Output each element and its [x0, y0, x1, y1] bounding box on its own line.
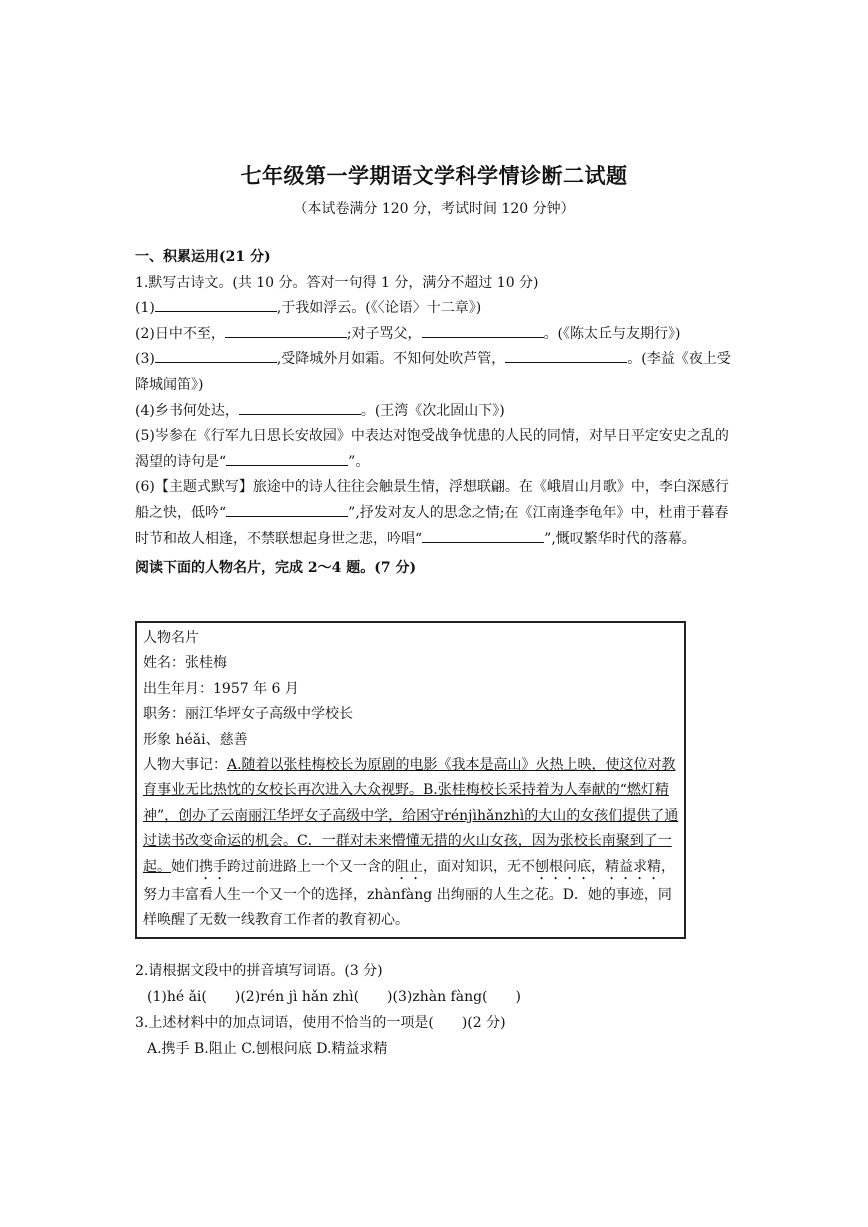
questions-section [135, 958, 740, 1062]
events-text: ，面对知识，无不 [423, 858, 535, 875]
question-1-3 [135, 347, 740, 398]
dotted-word: 阻止 [395, 858, 423, 875]
dotted-word: 携手 [199, 858, 227, 875]
answer-blank[interactable] [225, 322, 347, 338]
events-text: ，努力丰富看人生一个又一个的选择，zhànfàng 出绚丽的人生之花。D．她的事迹，同样唤醒了无数一线教育工作者的教育初心。 [143, 858, 675, 929]
question-2-items: (1)hé ǎi( )(2)rén jì hǎn zhì( )(3)zhàn fàng( ) [147, 989, 521, 1005]
question-1-5 [135, 424, 740, 475]
question-1-2 [135, 322, 740, 348]
q1-3-text-c: 。(李益《夜上受降城闻笛》) [135, 351, 731, 393]
answer-blank[interactable] [239, 399, 361, 415]
q1-6-text-b: ”,抒发对友人的思念之情;在《江南逢李龟年》中，杜甫于暮春时节和故人相逢，不禁联想起身世之悲，吟唱“ [135, 504, 729, 547]
q1-3-prefix: (3) [135, 351, 155, 368]
question-1-4 [135, 399, 740, 425]
section-accumulation [135, 245, 740, 582]
q1-6-text-a: (6)【主题式默写】旅途中的诗人往往会触景生情，浮想联翩。在《峨眉山月歌》中，李白深感行船之快，低吟“ [135, 479, 729, 521]
dotted-word: 刨根问底 [535, 858, 591, 875]
question-2: 2.请根据文段中的拼音填写词语。(3 分) [135, 963, 383, 979]
card-birth: 出生年月：1957 年 6 月 [143, 680, 299, 697]
card-job: 职务：丽江华坪女子高级中学校长 [143, 706, 353, 723]
card-title: 人物名片 [143, 630, 199, 646]
events-text: 她们 [171, 858, 199, 875]
q1-3-text-b: ,受降城外月如霜。不知何处吹芦管， [276, 351, 506, 368]
q1-5-text-b: ”。 [348, 453, 370, 470]
q1-2-text-b: ;对子骂父， [346, 325, 422, 342]
events-text: 跨过前进路上一个又一含的 [227, 858, 395, 875]
answer-blank[interactable] [155, 347, 277, 363]
card-events [143, 753, 680, 933]
card-name: 姓名：张桂梅 [143, 655, 227, 672]
card-image: 形象 héǎi、慈善 [143, 731, 248, 748]
question-1-6 [135, 475, 740, 552]
q1-2-text-a: (2)日中不至， [135, 325, 225, 342]
section-heading: 一、积累运用(21 分) [135, 249, 271, 265]
question-3: 3.上述材料中的加点词语，使用不恰当的一项是( )(2 分) [135, 1015, 506, 1031]
events-label: 人物大事记： [143, 757, 227, 774]
events-text: ， [591, 858, 605, 875]
q1-4-text-a: (4)乡书何处达， [135, 402, 239, 419]
question-1-intro: 1.默写古诗文。(共 10 分。答对一句得 1 分，满分不超过 10 分) [135, 274, 539, 291]
q1-1-prefix: (1) [135, 300, 155, 317]
answer-blank[interactable] [422, 322, 544, 338]
reading-heading: 阅读下面的人物名片，完成 2～4 题。(7 分) [135, 560, 417, 577]
q1-1-text: ,于我如浮云。(《〈论语〉十二章》) [276, 300, 482, 317]
question-3-options: A.携手 B.阻止 C.刨根问底 D.精益求精 [147, 1041, 388, 1057]
exam-title: 七年级第一学期语文学科学情诊断二试题 [240, 163, 628, 188]
q1-6-text-c: ”,慨叹繁华时代的落幕。 [544, 530, 696, 547]
answer-blank[interactable] [226, 501, 348, 517]
q1-4-text-b: 。(王湾《次北固山下》) [360, 402, 505, 419]
answer-blank[interactable] [226, 450, 348, 466]
answer-blank[interactable] [155, 296, 277, 312]
person-card [135, 621, 686, 939]
answer-blank[interactable] [422, 527, 544, 543]
dotted-word: 精益求精 [605, 858, 661, 875]
q1-2-text-c: 。(《陈太丘与友期行》) [543, 325, 681, 342]
exam-subtitle: （本试卷满分 120 分，考试时间 120 分钟） [293, 201, 575, 217]
question-1-1 [135, 296, 740, 322]
answer-blank[interactable] [505, 347, 627, 363]
q1-5-text-a: (5)岑参在《行军九日思长安故园》中表达对饱受战争忧患的人民的同情，对早日平定安史之乱的渴望的诗句是“ [135, 428, 729, 470]
events-underlined-text: A.随着以张桂梅校长为原剧的电影《我本是高山》火热上映，使这位对教育事业无比热忱的女校长再次进入大众视野。B.张桂梅校长采持着为人奉献的“燃灯精神”，创办了云南丽江华坪女子高级中学，给困守rénjìhǎnzhì的大山的女孩们提供了通过读书改变命运的机会。C．一群对未来懵懂无措的火山女孩，因为张校长南聚到了一起。 [143, 757, 679, 875]
